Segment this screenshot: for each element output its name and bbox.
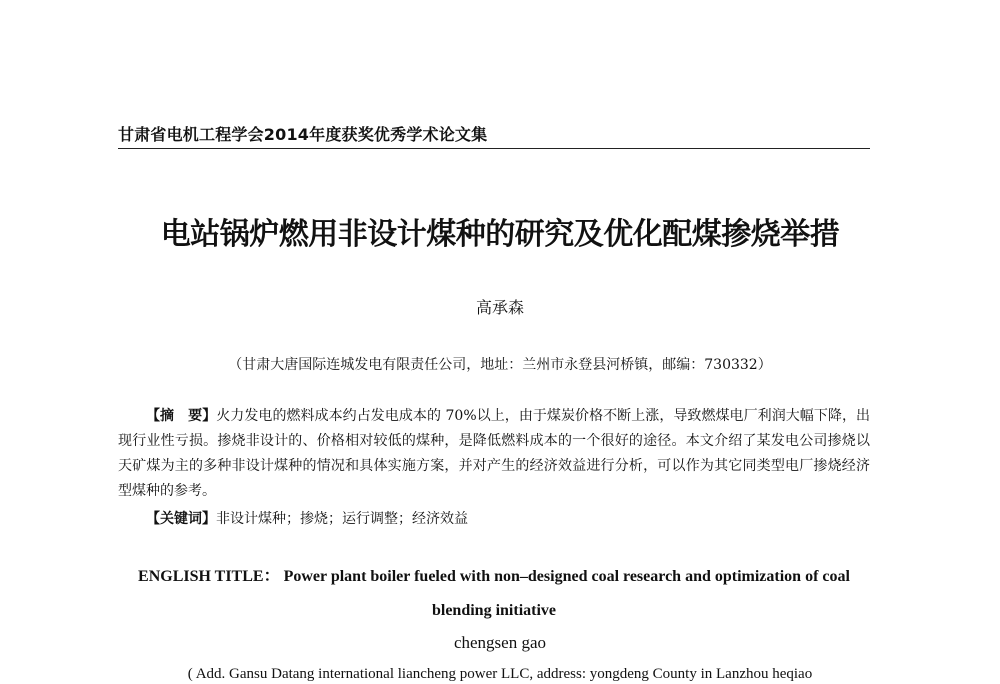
english-affiliation: ( Add. Gansu Datang international liancheng power LLC, address: yongdeng County in Lanzhou heqiao [187, 666, 813, 682]
english-author-name: chengsen gao [453, 633, 547, 652]
english-title: Power plant boiler fueled with non–designed coal research and optimization of coal blending initiative [283, 568, 850, 619]
header-rule [118, 148, 870, 149]
author-name: 高承森 [475, 298, 524, 317]
english-title-block [118, 560, 870, 628]
abstract-text: 火力发电的燃料成本约占发电成本的 70%以上，由于煤炭价格不断上涨，导致燃煤电厂利润大幅下降，出现行业性亏损。掺烧非设计的、价格相对较低的煤种，是降低燃料成本的一个很好的途径。本文介绍了某发电公司掺烧以天矿煤为主的多种非设计煤种的情况和具体实施方案，并对产生的经济效益进行分析，可以作为其它同类型电厂掺烧经济型煤种的参考。 [118, 408, 870, 499]
proceedings-header: 甘肃省电机工程学会2014年度获奖优秀学术论文集 [118, 125, 488, 144]
abstract-paragraph [118, 404, 870, 504]
abstract-label: 【摘 要】 [146, 408, 217, 424]
english-title-label: ENGLISH TITLE： [138, 568, 280, 585]
keywords-line [146, 508, 468, 528]
paper-title: 电站锅炉燃用非设计煤种的研究及优化配煤掺烧举措 [160, 217, 840, 252]
keywords-text: 非设计煤种；掺烧；运行调整；经济效益 [216, 511, 468, 527]
keywords-label: 【关键词】 [146, 511, 216, 527]
author-affiliation: （甘肃大唐国际连城发电有限责任公司，地址：兰州市永登县河桥镇，邮编：730332） [228, 357, 772, 373]
